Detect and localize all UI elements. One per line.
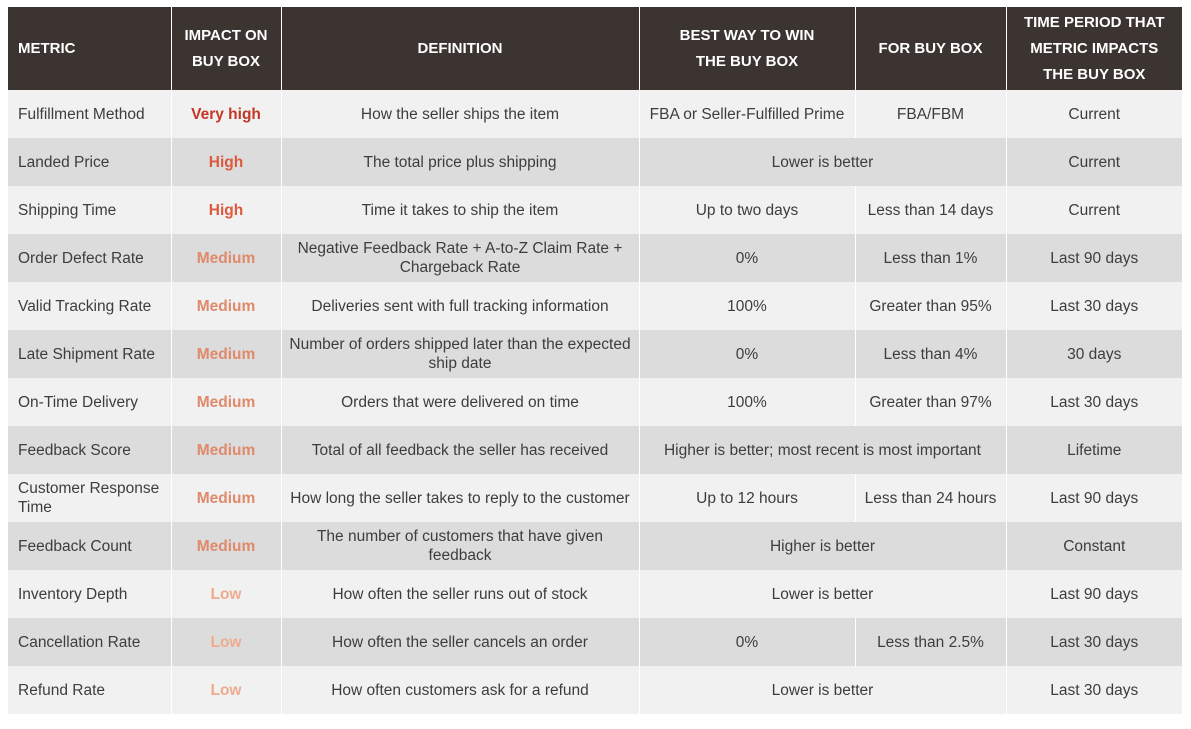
table-row	[8, 618, 1182, 666]
header-text: BUY BOX	[191, 52, 261, 70]
time-period-cell: Last 90 days	[1006, 234, 1182, 282]
definition-cell: How often the seller cancels an order	[281, 618, 639, 666]
definition-cell: Deliveries sent with full tracking information	[281, 282, 639, 330]
best-way-cell: 0%	[639, 618, 855, 666]
table-body	[8, 90, 1182, 714]
metric-cell: Feedback Count	[8, 522, 171, 570]
impact-cell	[171, 522, 281, 570]
time-period-cell: Last 30 days	[1006, 378, 1182, 426]
best-way-cell: Up to two days	[639, 186, 855, 234]
metric-cell: Shipping Time	[8, 186, 171, 234]
table-row	[8, 474, 1182, 522]
table-row	[8, 234, 1182, 282]
header-metric	[8, 7, 171, 90]
definition-cell: Orders that were delivered on time	[281, 378, 639, 426]
table-row	[8, 138, 1182, 186]
header-impact	[171, 7, 281, 90]
impact-cell	[171, 234, 281, 282]
metric-cell: Fulfillment Method	[8, 90, 171, 138]
best-way-cell: 100%	[639, 282, 855, 330]
definition-cell: Negative Feedback Rate + A-to-Z Claim Rate + Chargeback Rate	[281, 234, 639, 282]
best-way-cell: 100%	[639, 378, 855, 426]
definition-cell: Time it takes to ship the item	[281, 186, 639, 234]
table-header	[8, 7, 1182, 90]
header-text: THE BUY BOX	[695, 52, 799, 70]
header-best-way	[639, 7, 855, 90]
impact-cell	[171, 330, 281, 378]
buy-box-metrics-table	[8, 7, 1182, 714]
for-buy-box-cell: Greater than 95%	[855, 282, 1006, 330]
impact-cell	[171, 138, 281, 186]
impact-cell	[171, 90, 281, 138]
definition-cell: How the seller ships the item	[281, 90, 639, 138]
definition-cell: The number of customers that have given feedback	[281, 522, 639, 570]
time-period-cell: Last 30 days	[1006, 282, 1182, 330]
definition-cell: Total of all feedback the seller has received	[281, 426, 639, 474]
for-buy-box-cell: Less than 2.5%	[855, 618, 1006, 666]
for-buy-box-cell: Greater than 97%	[855, 378, 1006, 426]
header-text: FOR BUY BOX	[878, 39, 983, 57]
table-row	[8, 570, 1182, 618]
for-buy-box-cell: Less than 1%	[855, 234, 1006, 282]
metric-cell: Refund Rate	[8, 666, 171, 714]
metric-cell: Customer Response Time	[8, 474, 171, 522]
header-time-period	[1006, 7, 1182, 90]
time-period-cell: Last 90 days	[1006, 570, 1182, 618]
metric-cell: Feedback Score	[8, 426, 171, 474]
definition-cell: The total price plus shipping	[281, 138, 639, 186]
for-buy-box-cell: Less than 4%	[855, 330, 1006, 378]
header-text: TIME PERIOD THAT	[1023, 13, 1165, 31]
impact-cell	[171, 666, 281, 714]
header-text: THE BUY BOX	[1043, 65, 1146, 83]
impact-level-label: Low	[210, 633, 242, 651]
for-buy-box-cell: Less than 14 days	[855, 186, 1006, 234]
best-way-cell: Lower is better	[639, 570, 1006, 618]
buy-box-metrics-table-container	[8, 7, 1182, 714]
metric-cell: Valid Tracking Rate	[8, 282, 171, 330]
definition-cell: Number of orders shipped later than the expected ship date	[281, 330, 639, 378]
table-row	[8, 186, 1182, 234]
time-period-cell: Current	[1006, 138, 1182, 186]
for-buy-box-cell: Less than 24 hours	[855, 474, 1006, 522]
definition-cell: How long the seller takes to reply to the customer	[281, 474, 639, 522]
metric-cell: Cancellation Rate	[8, 618, 171, 666]
best-way-cell: Higher is better; most recent is most important	[639, 426, 1006, 474]
best-way-cell: Lower is better	[639, 666, 1006, 714]
time-period-cell: Last 90 days	[1006, 474, 1182, 522]
impact-cell	[171, 186, 281, 234]
table-row	[8, 378, 1182, 426]
best-way-cell: 0%	[639, 234, 855, 282]
definition-cell: How often the seller runs out of stock	[281, 570, 639, 618]
time-period-cell: Lifetime	[1006, 426, 1182, 474]
impact-cell	[171, 474, 281, 522]
header-for-buy-box	[855, 7, 1006, 90]
best-way-cell: Higher is better	[639, 522, 1006, 570]
header-text: IMPACT ON	[184, 26, 268, 44]
metric-cell: Landed Price	[8, 138, 171, 186]
header-text: BEST WAY TO WIN	[679, 26, 815, 44]
time-period-cell: Last 30 days	[1006, 666, 1182, 714]
time-period-cell: Current	[1006, 90, 1182, 138]
table-row	[8, 666, 1182, 714]
time-period-cell: Current	[1006, 186, 1182, 234]
time-period-cell: 30 days	[1006, 330, 1182, 378]
best-way-cell: Lower is better	[639, 138, 1006, 186]
best-way-cell: 0%	[639, 330, 855, 378]
table-row	[8, 330, 1182, 378]
header-text: METRIC	[18, 39, 76, 57]
table-row	[8, 426, 1182, 474]
metric-cell: Inventory Depth	[8, 570, 171, 618]
table-row	[8, 282, 1182, 330]
time-period-cell: Constant	[1006, 522, 1182, 570]
table-row	[8, 90, 1182, 138]
metric-cell: Order Defect Rate	[8, 234, 171, 282]
impact-cell	[171, 378, 281, 426]
impact-level-label: Medium	[196, 297, 256, 315]
for-buy-box-cell: FBA/FBM	[855, 90, 1006, 138]
header-text: METRIC IMPACTS	[1030, 39, 1159, 57]
impact-cell	[171, 426, 281, 474]
impact-level-label: Medium	[196, 345, 256, 363]
best-way-cell: Up to 12 hours	[639, 474, 855, 522]
definition-cell: How often customers ask for a refund	[281, 666, 639, 714]
table-row	[8, 522, 1182, 570]
impact-level-label: High	[208, 153, 244, 171]
impact-level-label: Medium	[196, 441, 256, 459]
header-text: DEFINITION	[417, 39, 503, 57]
impact-cell	[171, 618, 281, 666]
impact-cell	[171, 570, 281, 618]
header-definition	[281, 7, 639, 90]
impact-level-label: Very high	[191, 105, 261, 123]
header-row	[8, 7, 1182, 90]
impact-level-label: Low	[210, 681, 242, 699]
metric-cell: Late Shipment Rate	[8, 330, 171, 378]
impact-level-label: Medium	[196, 537, 256, 555]
impact-level-label: Medium	[196, 249, 256, 267]
time-period-cell: Last 30 days	[1006, 618, 1182, 666]
metric-cell: On-Time Delivery	[8, 378, 171, 426]
impact-level-label: High	[208, 201, 244, 219]
best-way-cell: FBA or Seller-Fulfilled Prime	[639, 90, 855, 138]
impact-cell	[171, 282, 281, 330]
impact-level-label: Medium	[196, 393, 256, 411]
impact-level-label: Medium	[196, 489, 256, 507]
impact-level-label: Low	[210, 585, 242, 603]
